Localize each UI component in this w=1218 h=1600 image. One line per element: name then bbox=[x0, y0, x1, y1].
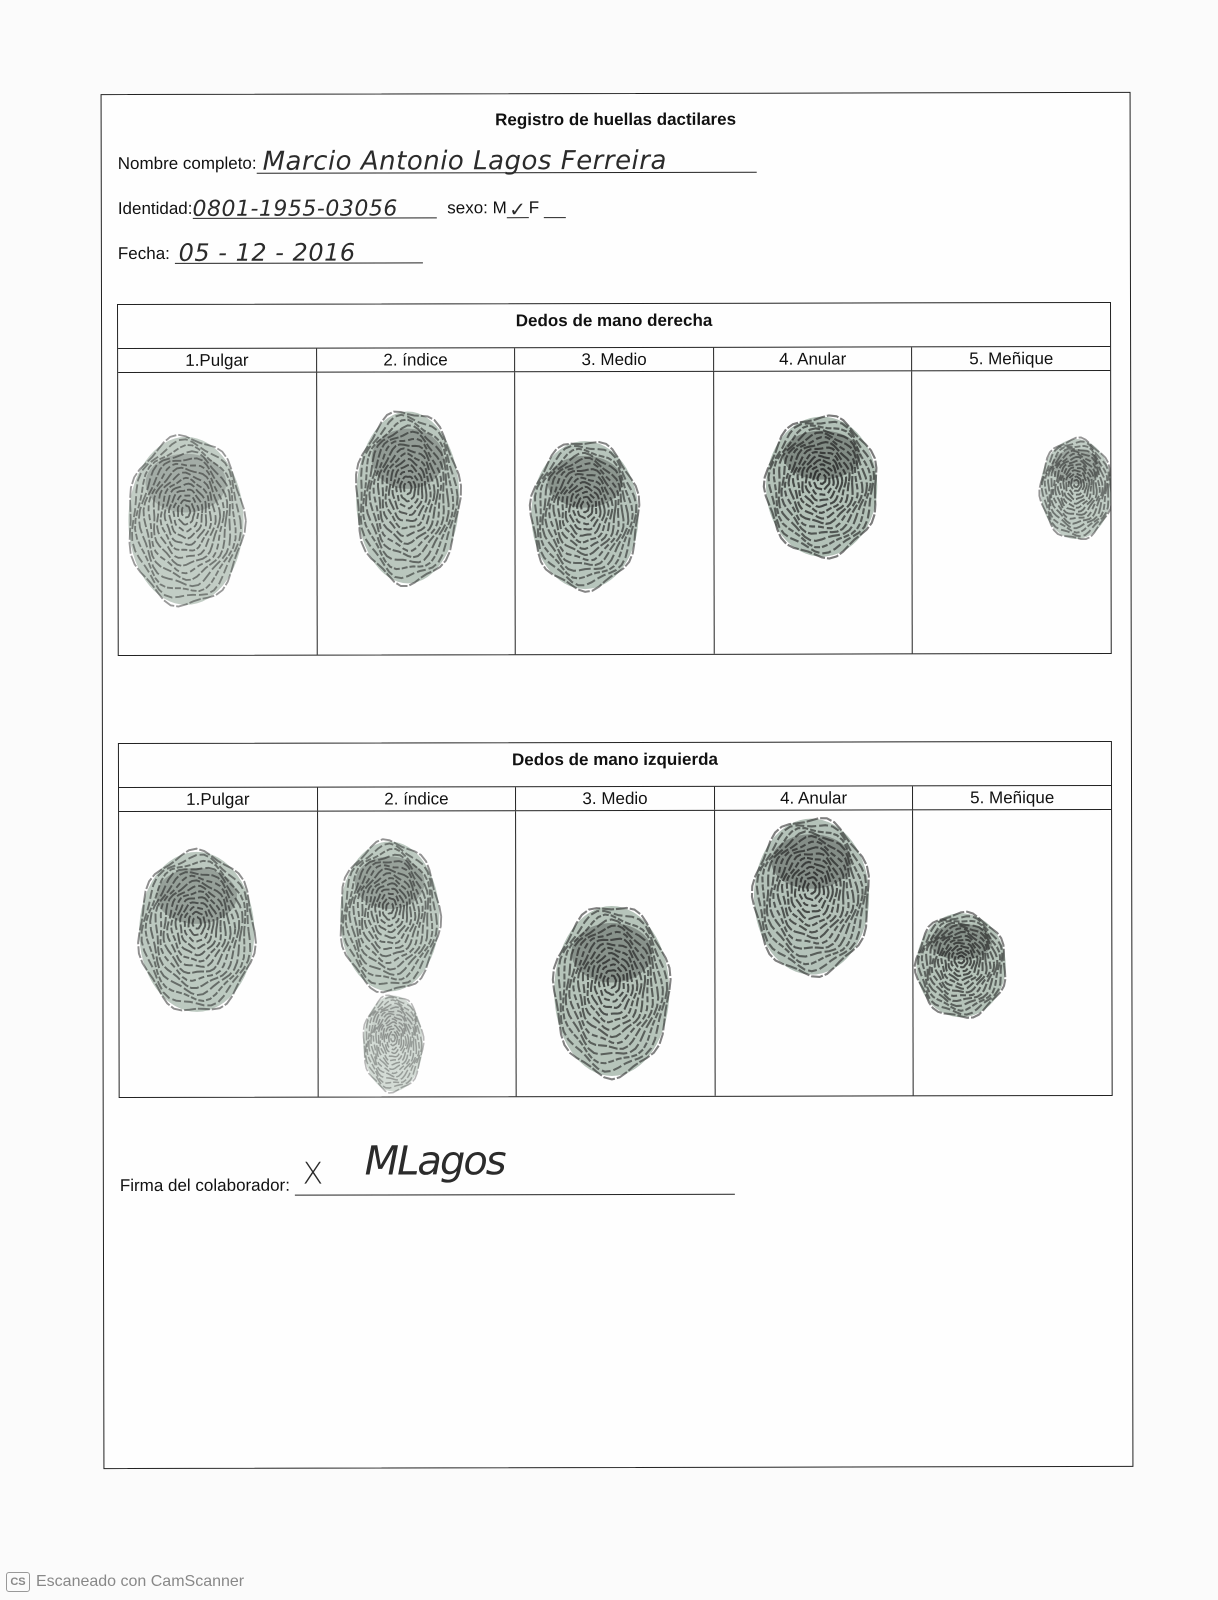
left-thumb-print bbox=[119, 812, 318, 1097]
left-col-thumb: 1.Pulgar bbox=[119, 788, 318, 811]
right-hand-title: Dedos de mano derecha bbox=[118, 303, 1110, 349]
left-index-print bbox=[318, 811, 517, 1096]
date-label: Fecha: bbox=[117, 243, 170, 264]
name-row bbox=[117, 142, 757, 177]
left-hand-print-row bbox=[119, 810, 1112, 1097]
right-col-middle: 3. Medio bbox=[515, 348, 714, 371]
fingerprint-core-shade bbox=[372, 1005, 414, 1039]
date-line bbox=[175, 234, 423, 267]
name-label: Nombre completo: bbox=[117, 153, 257, 174]
signature-line bbox=[295, 1138, 735, 1196]
name-line bbox=[257, 142, 757, 177]
fingerprint-core-shade bbox=[371, 429, 443, 489]
sex-f-line bbox=[544, 203, 566, 218]
sex-check-mark: ✓ bbox=[509, 197, 527, 222]
right-col-index: 2. índice bbox=[317, 348, 516, 371]
right-ring-print bbox=[714, 371, 913, 653]
left-little-print bbox=[913, 810, 1111, 1095]
date-row bbox=[117, 234, 423, 267]
right-col-ring: 4. Anular bbox=[714, 347, 913, 370]
left-col-little: 5. Meñique bbox=[970, 788, 1055, 808]
fingerprint-core-shade bbox=[156, 868, 237, 924]
right-index-print bbox=[317, 372, 516, 654]
right-hand-print-row bbox=[118, 371, 1111, 655]
camscanner-logo: CS bbox=[6, 1572, 30, 1592]
id-label: Identidad: bbox=[117, 198, 193, 219]
right-little-print bbox=[913, 371, 1111, 653]
right-thumb-print bbox=[118, 373, 317, 655]
fingerprint-core-shade bbox=[782, 430, 860, 479]
scanner-text: Escaneado con CamScanner bbox=[36, 1573, 245, 1590]
right-hand-table bbox=[117, 302, 1112, 656]
signature-row bbox=[119, 1138, 735, 1196]
fingerprint-core-shade bbox=[1051, 449, 1101, 484]
sex-m-line bbox=[507, 193, 529, 222]
right-col-thumb: 1.Pulgar bbox=[118, 349, 317, 372]
left-col-middle: 3. Medio bbox=[516, 787, 715, 810]
fingerprint-core-shade bbox=[547, 456, 622, 508]
scanner-watermark bbox=[6, 1572, 244, 1592]
signature-mark: X bbox=[302, 1156, 324, 1192]
fingerprint-core-shade bbox=[771, 834, 852, 889]
fingerprint-core-shade bbox=[930, 924, 993, 961]
right-hand-header-row bbox=[118, 347, 1110, 373]
form-title: Registro de huellas dactilares bbox=[495, 109, 737, 130]
left-middle-print bbox=[516, 811, 715, 1096]
left-col-index: 2. índice bbox=[318, 787, 517, 810]
name-value: Marcio Antonio Lagos Ferreira bbox=[262, 145, 667, 177]
fingerprint-core-shade bbox=[354, 856, 424, 909]
id-line bbox=[192, 192, 436, 222]
left-hand-title: Dedos de mano izquierda bbox=[119, 742, 1111, 788]
date-value: 05 - 12 - 2016 bbox=[178, 238, 356, 267]
signature-label: Firma del colaborador: bbox=[119, 1175, 290, 1196]
left-hand-table bbox=[118, 741, 1113, 1098]
fingerprint-form bbox=[101, 92, 1134, 1469]
signature-handwriting: MLagos bbox=[364, 1138, 505, 1185]
sex-m-label: sexo: M bbox=[447, 198, 507, 218]
right-col-little: 5. Meñique bbox=[969, 349, 1054, 369]
right-middle-print bbox=[515, 372, 714, 654]
left-ring-print bbox=[715, 810, 914, 1095]
id-value: 0801-1955-03056 bbox=[192, 196, 398, 222]
sex-f-label: F bbox=[528, 198, 540, 218]
left-hand-header-row bbox=[119, 786, 1111, 812]
fingerprint-core-shade bbox=[571, 923, 652, 983]
fingerprint-core-shade bbox=[146, 454, 227, 513]
left-col-ring: 4. Anular bbox=[715, 786, 914, 809]
id-row bbox=[117, 192, 566, 222]
